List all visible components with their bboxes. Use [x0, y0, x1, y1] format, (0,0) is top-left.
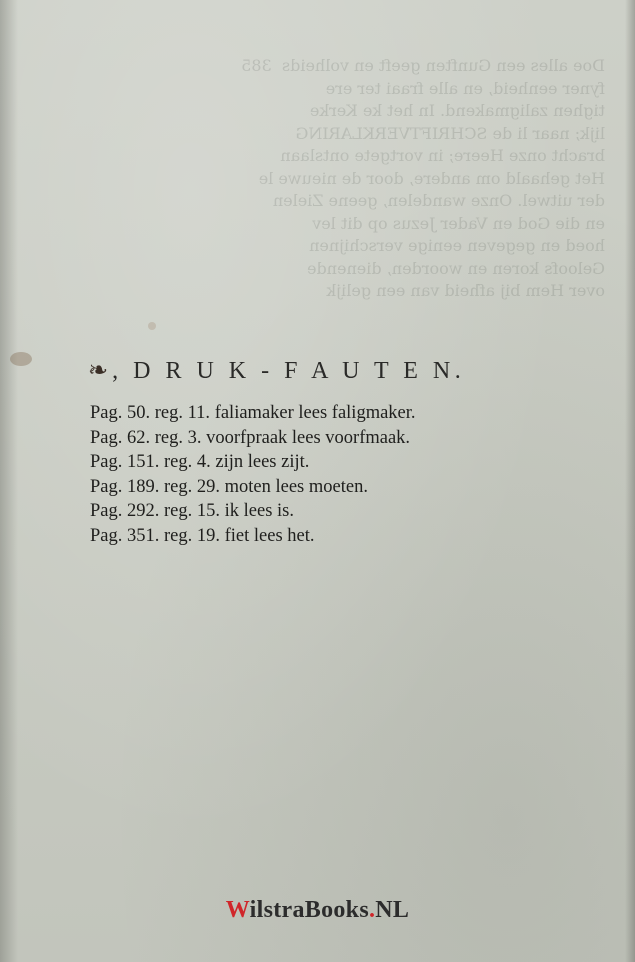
ink-stain	[148, 322, 156, 330]
errata-line: reg. 3.	[154, 427, 202, 448]
page-edge-shadow	[625, 0, 635, 962]
errata-right: het.	[287, 525, 315, 546]
errata-title: , D R U K - F A U T E N.	[112, 358, 466, 384]
errata-row	[90, 450, 530, 475]
errata-line: reg. 15.	[164, 501, 220, 521]
errata-line: reg. 11.	[154, 403, 211, 423]
errata-heading	[88, 356, 508, 385]
watermark-footer	[0, 897, 635, 924]
errata-line: reg. 19.	[164, 525, 220, 546]
errata-line: reg. 4.	[164, 452, 211, 472]
ink-stain	[10, 352, 32, 366]
errata-right: voorfmaak.	[325, 427, 411, 448]
errata-row	[90, 401, 530, 426]
errata-page: Pag. 151.	[90, 452, 160, 472]
errata-right: faligmaker.	[331, 403, 416, 423]
errata-row	[90, 524, 530, 549]
errata-wrong: voorfpraak	[206, 427, 288, 448]
errata-lees: lees	[253, 525, 283, 546]
fleuron-icon: ❧	[88, 358, 109, 384]
errata-page: Pag. 189.	[90, 476, 160, 497]
errata-right: is.	[277, 501, 294, 521]
errata-list	[90, 401, 530, 548]
errata-right: zijt.	[281, 452, 310, 472]
errata-lees: lees	[243, 501, 273, 521]
errata-page: Pag. 50.	[90, 403, 151, 423]
errata-wrong: zijn	[215, 452, 244, 472]
errata-page: Pag. 62.	[90, 427, 151, 448]
watermark-tld: NL	[375, 897, 410, 923]
watermark-dot: .	[368, 897, 376, 923]
show-through-text: Doe alles een Gunften geeft en volheids 385 fyner eenheid, en alle fraai ter ere tighen zaligmakend. In het ke Kerke lijk; naar li de SCHRIFTVERKLARING bracht onze Heere; in vortgete ontslaan Het gehaald om andere, door de nieuwe le der uitwel. Onze wandelen, geene Zielen en die God en Vader Jezus op dit lev hoed en gegeven eenige verschijnen Geloofs koren en woorden, dienende over Hem bij afheid van een gelijk	[241, 56, 605, 300]
errata-page: Pag. 292.	[90, 501, 160, 521]
errata-lees: lees	[298, 403, 328, 423]
errata-right: moeten.	[308, 476, 368, 497]
errata-wrong: moten	[224, 476, 271, 497]
errata-line: reg. 29.	[164, 476, 220, 497]
errata-wrong: faliamaker	[214, 403, 294, 423]
watermark-initial: W	[225, 897, 250, 923]
watermark-name: ilstraBooks	[249, 897, 369, 923]
page-gutter-shadow	[0, 0, 18, 962]
errata-lees: lees	[275, 476, 305, 497]
errata-row	[90, 499, 530, 524]
errata-lees: lees	[247, 452, 277, 472]
errata-lees: lees	[291, 427, 321, 448]
errata-wrong: ik	[224, 501, 240, 521]
errata-row	[90, 475, 530, 500]
errata-wrong: fiet	[224, 525, 250, 546]
errata-row	[90, 426, 530, 451]
errata-page: Pag. 351.	[90, 525, 160, 546]
